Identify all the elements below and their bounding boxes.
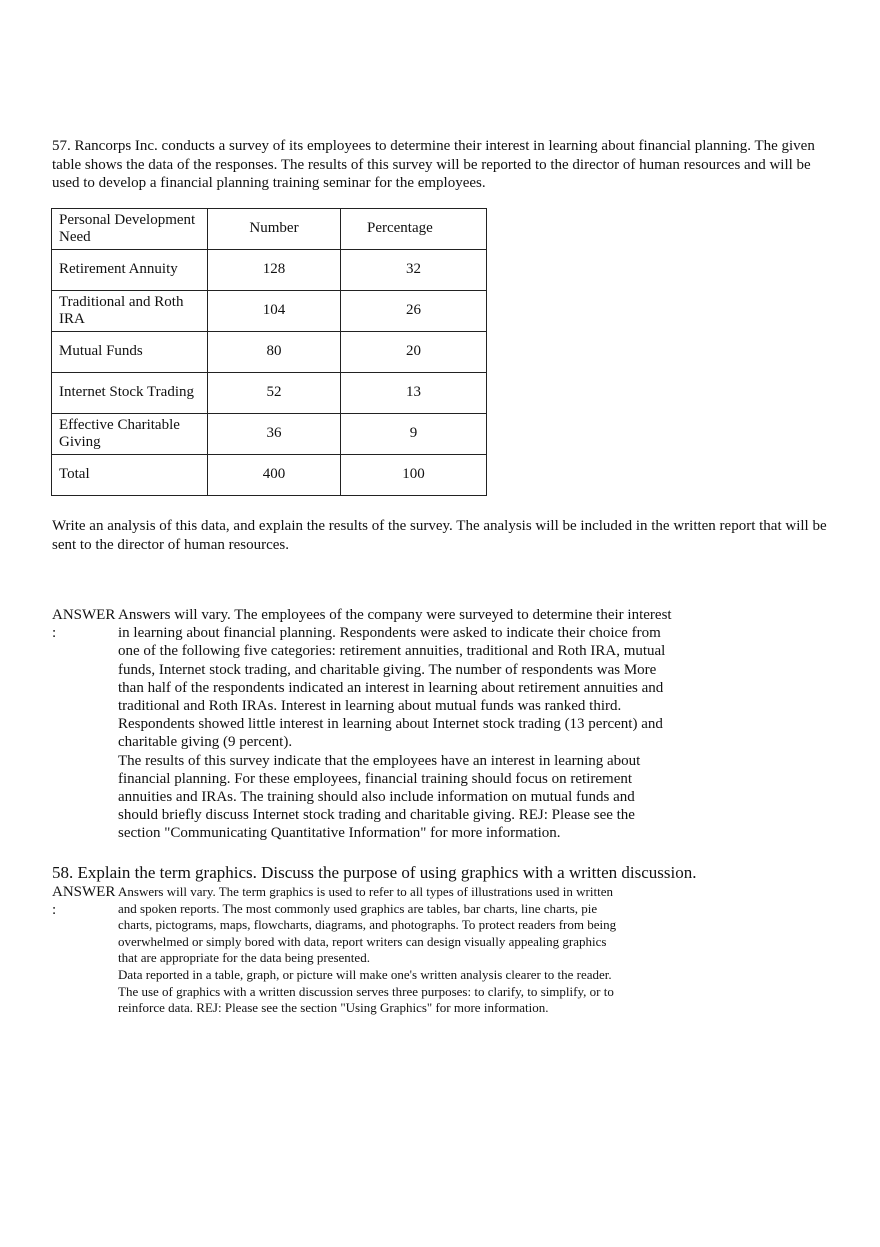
answer-paragraph: Answers will vary. The term graphics is used to refer to all types of illustrations used in written and spoken reports. The most commonly used graphics are tables, bar charts, line charts, pie charts, pictograms, maps, flowcharts, diagrams, and photographs. To protect readers from being overwhelmed or simply bored with data, report writers can design visually appealing graphics that are appropriate for the data being presented. bbox=[118, 884, 617, 966]
row-percentage: 26 bbox=[341, 291, 487, 332]
survey-table bbox=[51, 208, 487, 496]
answer-paragraph: Answers will vary. The employees of the company were surveyed to determine their interest in learning about financial planning. Respondents were asked to indicate their choice from one of the following five categories: retirement annuities, traditional and Roth IRA, mutual funds, Internet stock trading, and charitable giving. The number of respondents was More than half of the respondents indicated an interest in learning about retirement annuities and traditional and Roth IRAs. Interest in learning about mutual funds was ranked third. Respondents showed little interest in learning about Internet stock trading (13 percent) and charitable giving (9 percent). bbox=[118, 607, 672, 751]
row-need: Mutual Funds bbox=[52, 332, 208, 373]
answer-58-body bbox=[118, 884, 628, 1017]
table-row bbox=[52, 291, 487, 332]
row-percentage: 20 bbox=[341, 332, 487, 373]
answer-label-colon: : bbox=[52, 625, 57, 641]
answer-paragraph: The results of this survey indicate that the employees have an interest in learning about financial planning. For these employees, financial training should focus on retirement annuities and IRAs. The training should also include information on mutual funds and should briefly discuss Internet stock trading and charitable giving. REJ: Please see the section "Communicating Quantitative Information" for more information. bbox=[118, 752, 641, 842]
row-number: 52 bbox=[208, 373, 341, 414]
table-header-row bbox=[52, 209, 487, 250]
row-number: 80 bbox=[208, 332, 341, 373]
row-percentage: 32 bbox=[341, 250, 487, 291]
header-need: Personal Development Need bbox=[52, 209, 208, 250]
question-57-text: 57. Rancorps Inc. conducts a survey of its employees to determine their interest in learning about financial planning. The given table shows the data of the responses. The results of this survey will be reported to the director of human resources and will be used to develop a financial planning training seminar for the employees. bbox=[52, 138, 815, 191]
total-percentage: 100 bbox=[341, 455, 487, 496]
row-percentage: 9 bbox=[341, 414, 487, 455]
row-need: Effective Charitable Giving bbox=[52, 414, 208, 455]
question-57-instruction: Write an analysis of this data, and explain the results of the survey. The analysis will be included in the written report that will be sent to the director of human resources. bbox=[52, 518, 827, 553]
row-percentage: 13 bbox=[341, 373, 487, 414]
row-need: Traditional and Roth IRA bbox=[52, 291, 208, 332]
row-need: Retirement Annuity bbox=[52, 250, 208, 291]
total-label: Total bbox=[52, 455, 208, 496]
row-number: 36 bbox=[208, 414, 341, 455]
answer-paragraph: The use of graphics with a written discussion serves three purposes: to clarify, to simplify, or to reinforce data. REJ: Please see the section "Using Graphics" for more information. bbox=[118, 983, 614, 1016]
question-58-text: 58. Explain the term graphics. Discuss the purpose of using graphics with a written discussion. bbox=[52, 863, 697, 882]
total-number: 400 bbox=[208, 455, 341, 496]
table-row bbox=[52, 414, 487, 455]
table-row bbox=[52, 250, 487, 291]
answer-label-text: ANSWER bbox=[52, 607, 116, 623]
table-total-row bbox=[52, 455, 487, 496]
header-percentage: Percentage bbox=[341, 209, 487, 250]
row-number: 104 bbox=[208, 291, 341, 332]
answer-58-label bbox=[52, 883, 122, 919]
row-need: Internet Stock Trading bbox=[52, 373, 208, 414]
answer-57-body bbox=[118, 606, 678, 843]
answer-label-text: ANSWER bbox=[52, 884, 116, 900]
table-row bbox=[52, 332, 487, 373]
answer-label-colon: : bbox=[52, 902, 57, 918]
answer-paragraph: Data reported in a table, graph, or picture will make one's written analysis clearer to the reader. bbox=[118, 966, 612, 982]
table-row bbox=[52, 373, 487, 414]
answer-57-label bbox=[52, 606, 122, 642]
row-number: 128 bbox=[208, 250, 341, 291]
header-number: Number bbox=[208, 209, 341, 250]
